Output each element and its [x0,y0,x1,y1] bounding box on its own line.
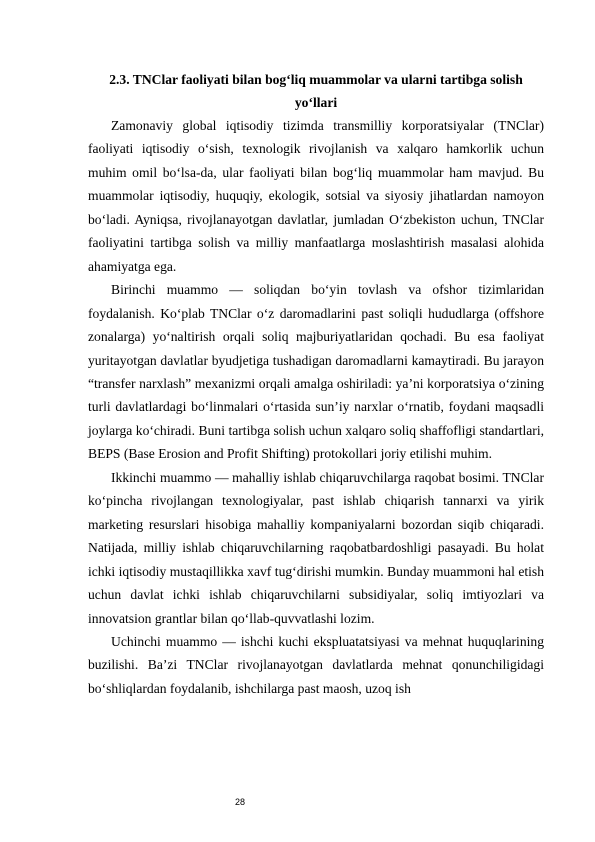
body-text [88,114,544,700]
paragraph-first-problem: Birinchi muammo — soliqdan bo‘yin tovlash va ofshor tizimlaridan foydalanish. Ko‘plab TNClar o‘z daromadlarini past soliqli hududlarga (offshore zonalarga) yo‘naltirish orqali soliq majburiyatlaridan qochadi. Bu esa faoliyat yuritayotgan davlatlar byudjetiga tushadigan daromadlarni kamaytiradi. Bu jarayon “transfer narxlash” mexanizmi orqali amalga oshiriladi: ya’ni korporatsiya o‘zining turli davlatlardagi bo‘linmalari o‘rtasida sun’iy narxlar o‘rnatib, foydani maqsadli joylarga ko‘chiradi. Buni tartibga solish uchun xalqaro soliq shaffofligi standartlari, BEPS (Base Erosion and Profit Shifting) protokollari joriy etilishi muhim. [88,282,544,462]
page-number: 28 [234,797,245,807]
section-heading [88,68,544,114]
section-heading-line-1: 2.3. TNClar faoliyati bilan bog‘liq muammolar va ularni tartibga solish [109,72,523,87]
section-heading-line-2: yo‘llari [294,95,338,110]
paragraph-second-problem: Ikkinchi muammo — mahalliy ishlab chiqaruvchilarga raqobat bosimi. TNClar ko‘pincha rivojlangan texnologiyalar, past ishlab chiqarish tannarxi va yirik marketing resurslari hisobiga mahalliy kompaniyalarni bozordan siqib chiqaradi. Natijada, milliy ishlab chiqaruvchilarning raqobatbardoshligi pasayadi. Bu holat ichki iqtisodiy mustaqillikka xavf tug‘dirishi mumkin. Bunday muammoni hal etish uchun davlat ichki ishlab chiqaruvchilarni subsidiyalar, soliq imtiyozlari va innovatsion grantlar bilan qo‘llab-quvvatlashi lozim. [88,469,544,626]
paragraph-third-problem: Uchinchi muammo — ishchi kuchi ekspluatatsiyasi va mehnat huquqlarining buzilishi. Ba’zi TNClar rivojlanayotgan davlatlarda mehnat qonunchiligidagi bo‘shliqlardan foydalanib, ishchilarga past maosh, uzoq ish [88,633,544,696]
paragraph-intro: Zamonaviy global iqtisodiy tizimda transmilliy korporatsiyalar (TNClar) faoliyati iqtisodiy o‘sish, texnologik rivojlanish va xalqaro hamkorlik uchun muhim omil bo‘lsa-da, ular faoliyati bilan bog‘liq muammolar ham mavjud. Bu muammolar iqtisodiy, huquqiy, ekologik, sotsial va siyosiy jihatlardan namoyon bo‘ladi. Ayniqsa, rivojlanayotgan davlatlar, jumladan O‘zbekiston uchun, TNClar faoliyatini tartibga solish va milliy manfaatlarga moslashtirish masalasi alohida ahamiyatga ega. [88,118,544,274]
